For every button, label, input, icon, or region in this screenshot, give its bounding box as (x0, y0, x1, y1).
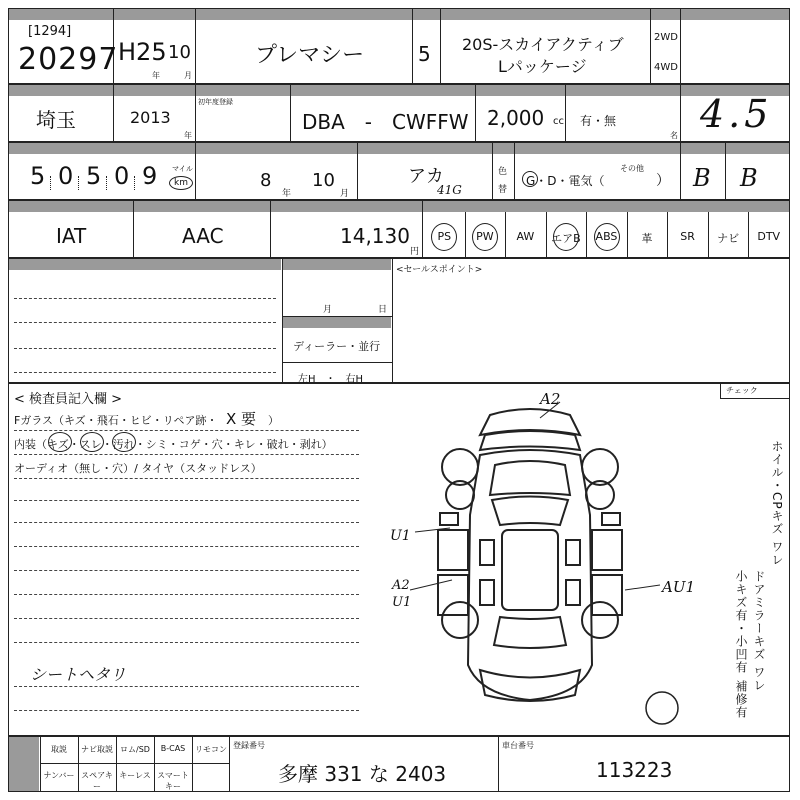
color-small-1: 色 (498, 167, 508, 177)
inspection-month: 10 (312, 170, 335, 191)
middle-frame (8, 258, 790, 383)
interior-note: 内装（キズ・スレ・汚れ・シミ・コゲ・穴・キレ・破れ・剥れ） (14, 438, 333, 451)
name-unit: 名 (670, 131, 678, 140)
footer-item: キーレス (119, 771, 151, 780)
vertical-note-1: ホイル・CPキズ ワレ (770, 440, 784, 567)
first-reg-year-unit: 年 (184, 131, 192, 140)
drive-4wd: 4WD (654, 62, 678, 73)
row2-header-strip (9, 85, 789, 96)
interior-mark-2 (80, 432, 104, 452)
chassis-label: 車台番号 (502, 741, 534, 750)
mileage-digit: 0 (114, 162, 130, 190)
equipment-item: エアB (551, 232, 581, 245)
color-small-2: 替 (498, 185, 508, 195)
grade-line2: Lパッケージ (498, 57, 587, 76)
row4-header-strip (9, 201, 789, 212)
grade-line1: 20S-スカイアクティブ (462, 35, 624, 54)
transmission: IAT (56, 224, 87, 248)
row1-header-strip (9, 9, 789, 20)
lot-number: 20297 (18, 42, 119, 77)
inspection-year-unit: 年 (282, 189, 292, 199)
dealer-type: ディーラー・並行 (293, 340, 381, 353)
color-code: 41G (437, 183, 462, 197)
footer-item: ナンバー (43, 771, 75, 780)
mark-top: A2 (540, 390, 561, 408)
mileage-digit: 5 (30, 162, 46, 190)
aircon: AAC (182, 224, 224, 248)
inspection-year: 8 (260, 170, 272, 191)
year-unit: 年 (152, 71, 160, 80)
footer-item: スマートキー (157, 771, 189, 791)
vertical-note-3: 小キズ有・小凹有 (734, 570, 748, 674)
footer-item: リモコン (195, 745, 227, 754)
interior-grade: B (693, 164, 711, 192)
row3-header-strip (9, 143, 789, 154)
footer-item: ロム/SD (120, 745, 150, 754)
yen-unit: 円 (410, 247, 420, 257)
chassis-number: 113223 (596, 758, 673, 782)
footer-item: B-CAS (160, 744, 186, 753)
equipment-circle (594, 223, 620, 251)
reg-month: 10 (168, 42, 191, 63)
equipment-circle (553, 223, 579, 251)
model-name: プレマシー (255, 43, 365, 68)
glass-close: ） (268, 414, 279, 427)
equipment-item: AW (516, 230, 535, 243)
equipment-item: SR (680, 230, 695, 243)
equipment-item: ABS (595, 230, 618, 243)
date-day-label: 日 (378, 305, 388, 315)
middle-header-left (9, 259, 281, 270)
fuel-close: ） (656, 173, 670, 189)
handle-side: 左H ・ 右H (298, 374, 364, 385)
footer-side-strip (9, 737, 39, 791)
displacement: 2,000 (487, 106, 545, 130)
audio-note: オーディオ（無し・穴）/ タイヤ（スタッドレス） (14, 462, 262, 475)
cc-unit: cc (553, 116, 564, 127)
drive-2wd: 2WD (654, 32, 678, 43)
seat-note: シートヘタリ (30, 665, 127, 684)
door-count: 5 (418, 42, 431, 66)
inspector-title: < 検査員記入欄 > (14, 392, 123, 407)
checker-label: チェック (726, 386, 758, 395)
first-reg-year: 2013 (130, 108, 171, 127)
mileage-digit: 0 (58, 162, 74, 190)
mark-left-top: U1 (390, 528, 411, 544)
dealer-header (283, 317, 391, 328)
chassis-model: DBA - CWFFW (302, 110, 469, 134)
interior-mark-1 (48, 432, 72, 452)
plate-number: 多摩 331 な 2403 (278, 762, 447, 786)
color: アカ (408, 166, 444, 187)
month-unit: 月 (184, 71, 192, 80)
footer-item: 取説 (51, 745, 67, 754)
fuel-other: その他 (620, 164, 644, 173)
mark-left-mid-1: A2 (392, 578, 410, 593)
date-month-label: 月 (323, 305, 333, 315)
lot-bracket: [1294] (28, 24, 72, 39)
footer-item: スペアキー (81, 771, 113, 791)
auction-score: 4.5 (700, 92, 773, 136)
era-year: H25 (118, 38, 167, 66)
fuel: G・D・電気（ (526, 174, 605, 188)
presence: 有・無 (580, 114, 617, 128)
interior-mark-3 (112, 432, 136, 452)
mark-left-mid-2: U1 (392, 595, 412, 610)
sales-point-label: <セールスポイント> (396, 265, 483, 275)
mileage-digit: 5 (86, 162, 102, 190)
km-circle (169, 176, 193, 190)
equipment-item: PW (476, 230, 494, 243)
vertical-note-2: ドアミラーキズ ワレ (752, 570, 766, 692)
first-reg-label: 初年度登録 (198, 98, 233, 106)
equipment-item: ナビ (717, 232, 740, 245)
km-label: km (174, 178, 188, 188)
mark-right: AU1 (662, 578, 696, 596)
exterior-grade: B (740, 164, 758, 192)
vertical-note-4: 補修有 (734, 680, 748, 719)
middle-header-center (283, 259, 391, 270)
inspection-month-unit: 月 (340, 189, 350, 199)
region: 埼玉 (36, 108, 76, 132)
equipment-item: PS (437, 230, 452, 243)
glass-mark: X 要 (226, 410, 257, 428)
equipment-circle (472, 223, 498, 251)
equipment-item: DTV (757, 230, 781, 243)
equipment-item: 革 (641, 232, 653, 245)
plate-label: 登録番号 (233, 741, 265, 750)
diagram-leader-lines (380, 380, 700, 620)
mileage-digit: 9 (142, 162, 158, 190)
glass-note: Fガラス（キズ・飛石・ヒビ・リペア跡・ (14, 414, 218, 427)
mile-label: マイル (172, 165, 193, 173)
recycle-fee: 14,130 (340, 224, 410, 248)
footer-item: ナビ取説 (81, 745, 113, 754)
